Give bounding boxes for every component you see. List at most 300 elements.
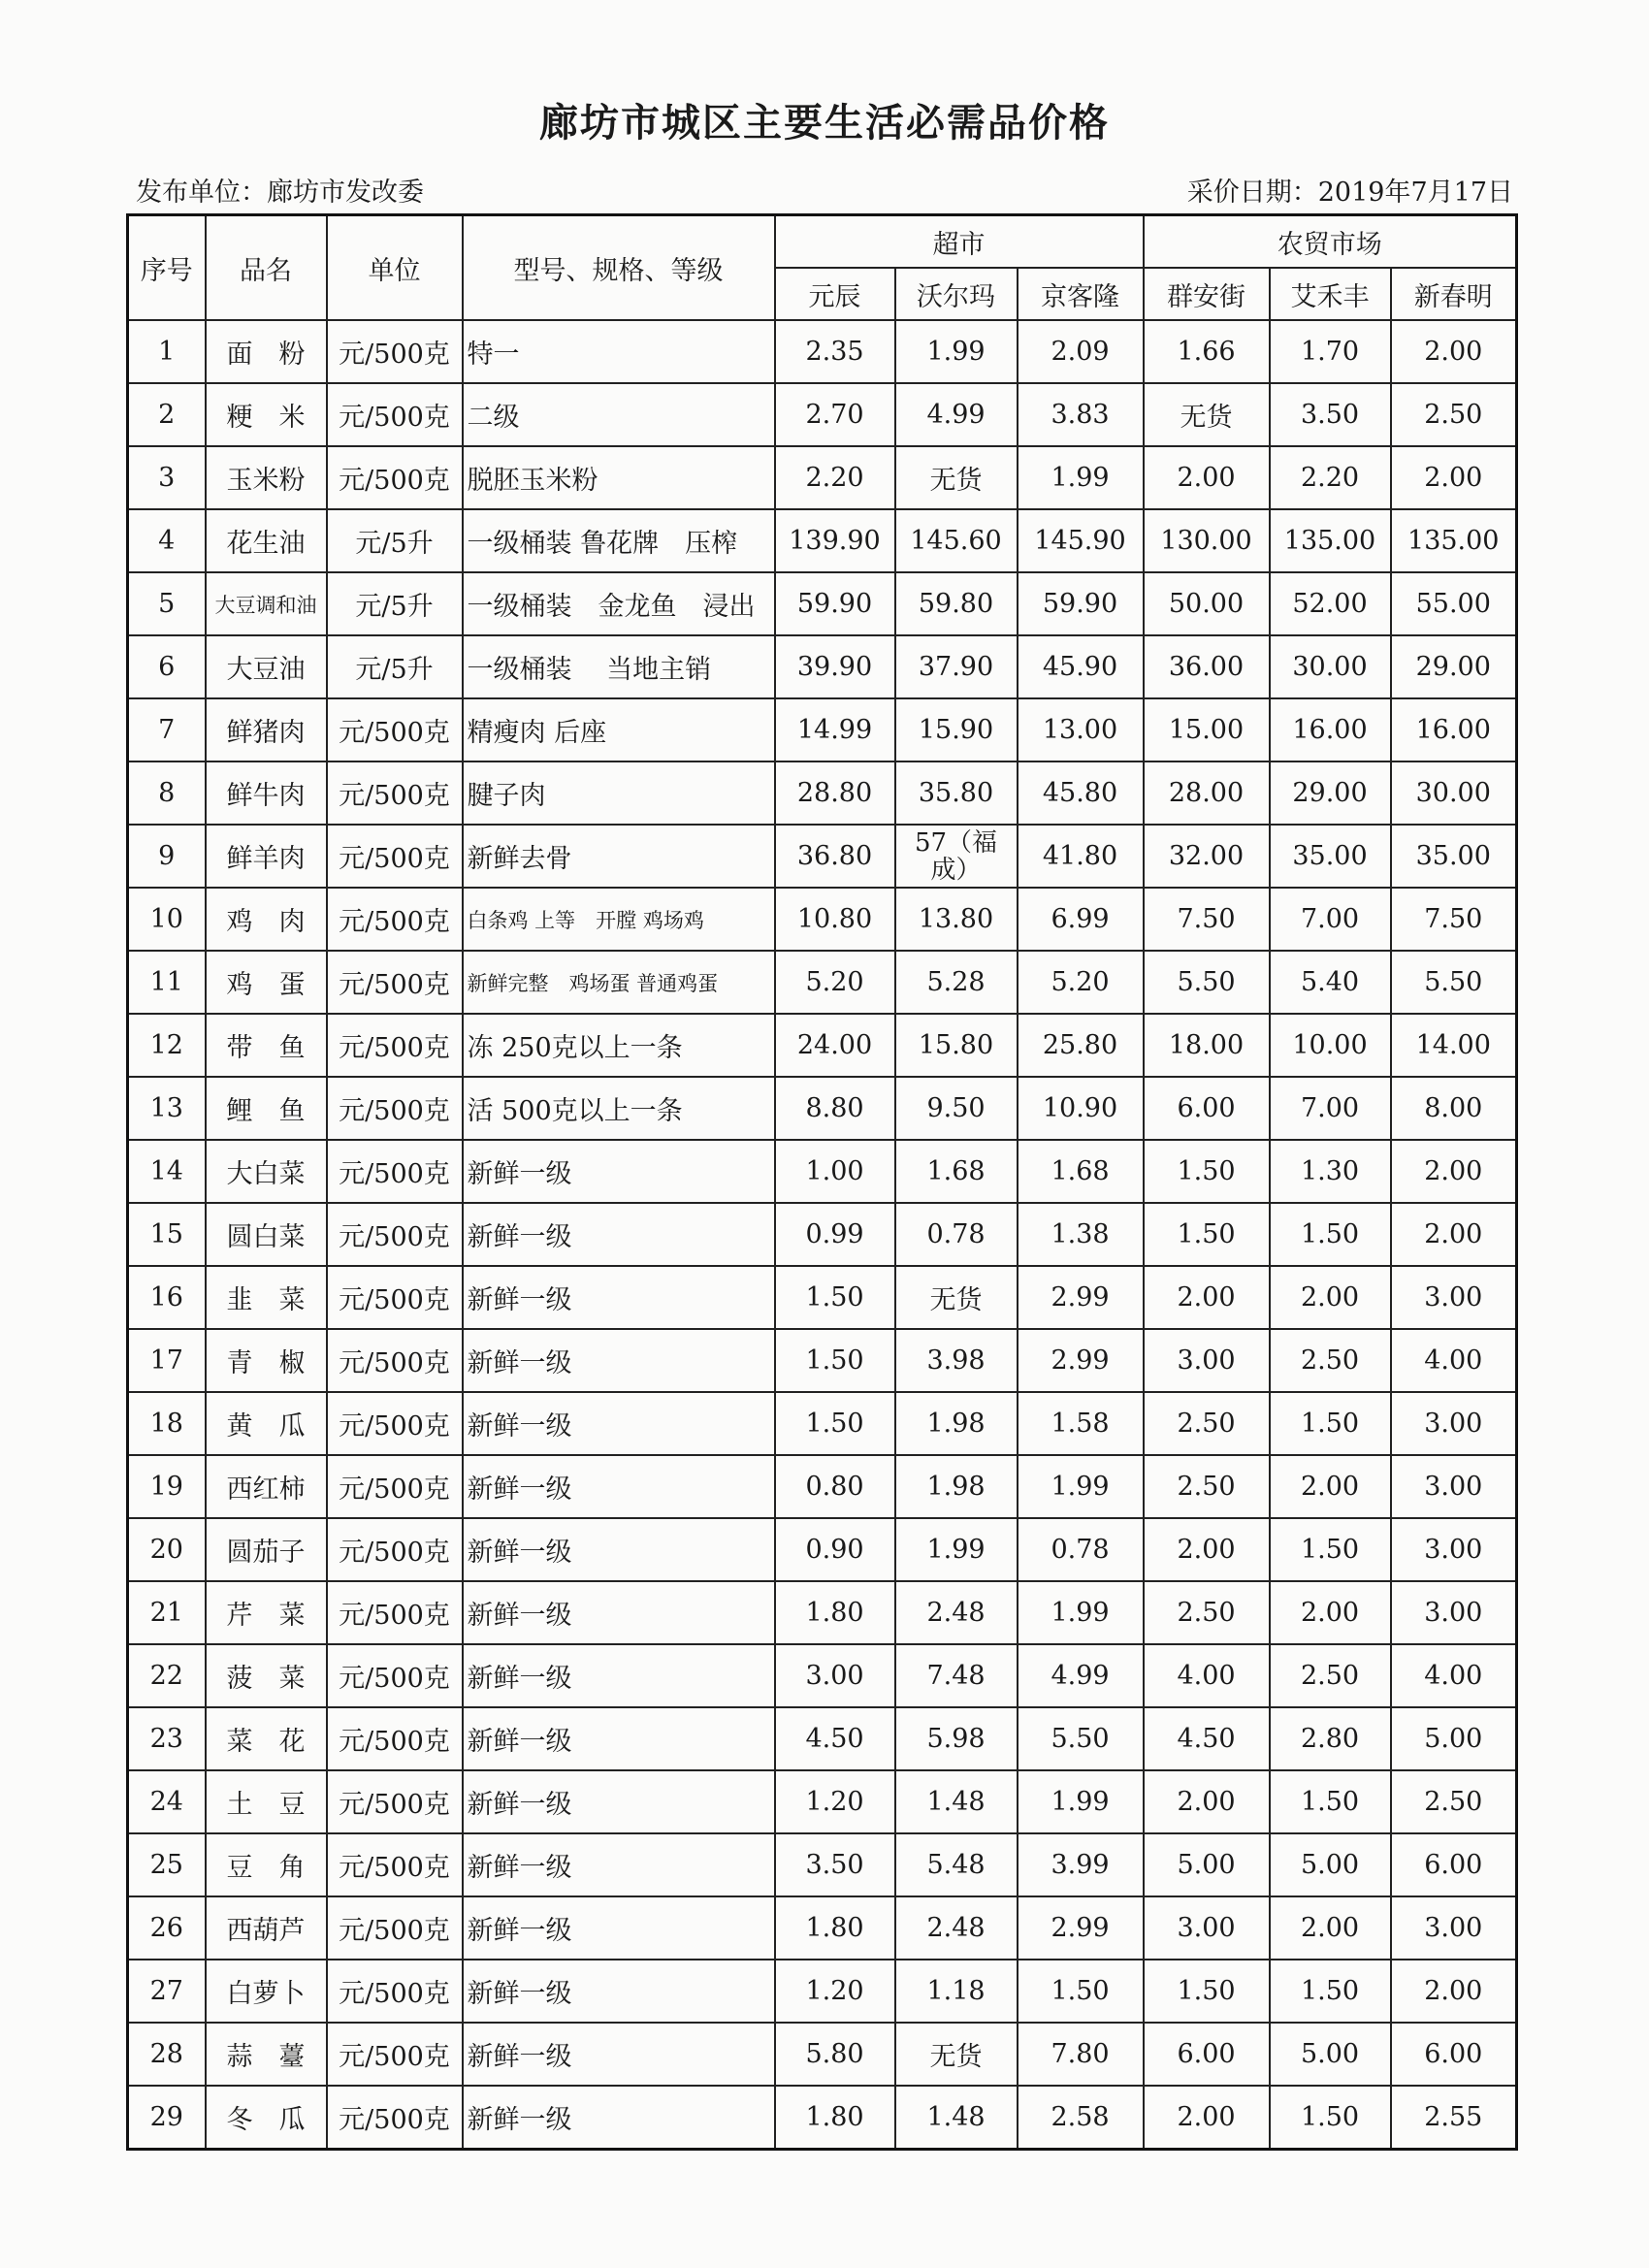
item-unit: 元/500克 <box>327 2086 463 2150</box>
price-cell: 2.50 <box>1144 1581 1270 1644</box>
price-cell: 9.50 <box>895 1077 1018 1140</box>
price-cell: 30.00 <box>1391 761 1517 825</box>
price-cell: 0.90 <box>775 1518 895 1581</box>
price-cell: 1.68 <box>1018 1140 1144 1203</box>
row-number: 17 <box>128 1329 206 1392</box>
price-cell: 2.50 <box>1144 1455 1270 1518</box>
price-cell: 5.00 <box>1270 1833 1391 1896</box>
item-spec: 一级桶装 金龙鱼 浸出 <box>463 572 775 635</box>
price-cell: 5.98 <box>895 1707 1018 1770</box>
item-spec: 新鲜一级 <box>463 1960 775 2023</box>
price-cell: 1.50 <box>1270 1770 1391 1833</box>
price-cell: 3.00 <box>1391 1392 1517 1455</box>
price-cell: 2.80 <box>1270 1707 1391 1770</box>
item-name: 鲜牛肉 <box>206 761 327 825</box>
item-name: 冬 瓜 <box>206 2086 327 2150</box>
price-table <box>126 213 1518 2151</box>
item-spec: 活 500克以上一条 <box>463 1077 775 1140</box>
price-cell: 1.50 <box>775 1266 895 1329</box>
price-cell: 28.00 <box>1144 761 1270 825</box>
table-row <box>128 1518 1517 1581</box>
price-cell: 5.50 <box>1144 951 1270 1014</box>
price-cell: 8.80 <box>775 1077 895 1140</box>
price-cell: 7.50 <box>1391 888 1517 951</box>
row-number: 19 <box>128 1455 206 1518</box>
price-cell: 5.00 <box>1144 1833 1270 1896</box>
price-cell: 1.99 <box>1018 1770 1144 1833</box>
item-spec: 新鲜一级 <box>463 1833 775 1896</box>
row-number: 11 <box>128 951 206 1014</box>
item-name: 玉米粉 <box>206 446 327 509</box>
price-cell: 2.50 <box>1391 383 1517 446</box>
header-store-yuanchen: 元辰 <box>775 268 895 320</box>
publisher-label: 发布单位：廊坊市发改委 <box>136 178 424 208</box>
price-table-body <box>128 320 1517 2150</box>
price-cell: 3.00 <box>1391 1266 1517 1329</box>
price-cell: 25.80 <box>1018 1014 1144 1077</box>
row-number: 29 <box>128 2086 206 2150</box>
price-cell: 4.00 <box>1391 1329 1517 1392</box>
item-spec: 二级 <box>463 383 775 446</box>
price-cell: 59.90 <box>775 572 895 635</box>
item-spec: 新鲜一级 <box>463 2023 775 2086</box>
price-cell: 3.98 <box>895 1329 1018 1392</box>
item-name: 韭 菜 <box>206 1266 327 1329</box>
header-market: 农贸市场 <box>1144 215 1517 269</box>
item-spec: 特一 <box>463 320 775 383</box>
row-number: 4 <box>128 509 206 572</box>
price-cell: 13.80 <box>895 888 1018 951</box>
price-cell: 2.09 <box>1018 320 1144 383</box>
row-number: 8 <box>128 761 206 825</box>
table-row <box>128 1644 1517 1707</box>
row-number: 18 <box>128 1392 206 1455</box>
price-cell: 6.00 <box>1391 1833 1517 1896</box>
row-number: 20 <box>128 1518 206 1581</box>
table-row <box>128 1140 1517 1203</box>
item-name: 鲜猪肉 <box>206 698 327 761</box>
item-name: 带 鱼 <box>206 1014 327 1077</box>
header-store-qunanjie: 群安街 <box>1144 268 1270 320</box>
item-name: 鲜羊肉 <box>206 825 327 888</box>
table-row <box>128 1392 1517 1455</box>
price-cell: 45.80 <box>1018 761 1144 825</box>
price-cell: 1.18 <box>895 1960 1018 2023</box>
price-cell: 135.00 <box>1391 509 1517 572</box>
header-store-jingkelong: 京客隆 <box>1018 268 1144 320</box>
price-cell: 15.80 <box>895 1014 1018 1077</box>
price-cell: 36.80 <box>775 825 895 888</box>
price-cell: 0.78 <box>895 1203 1018 1266</box>
price-cell: 1.20 <box>775 1770 895 1833</box>
price-cell: 10.00 <box>1270 1014 1391 1077</box>
item-unit: 元/500克 <box>327 825 463 888</box>
price-cell: 2.50 <box>1144 1392 1270 1455</box>
item-name: 黄 瓜 <box>206 1392 327 1455</box>
table-row <box>128 1770 1517 1833</box>
price-cell: 5.80 <box>775 2023 895 2086</box>
table-row <box>128 1960 1517 2023</box>
price-cell: 5.20 <box>1018 951 1144 1014</box>
item-name: 土 豆 <box>206 1770 327 1833</box>
item-unit: 元/500克 <box>327 1140 463 1203</box>
header-name: 品名 <box>206 215 327 321</box>
price-cell: 1.48 <box>895 2086 1018 2150</box>
price-cell: 2.50 <box>1391 1770 1517 1833</box>
item-spec: 新鲜一级 <box>463 2086 775 2150</box>
price-cell: 1.50 <box>1144 1140 1270 1203</box>
item-spec: 新鲜一级 <box>463 1140 775 1203</box>
item-unit: 元/500克 <box>327 698 463 761</box>
row-number: 10 <box>128 888 206 951</box>
price-cell: 1.48 <box>895 1770 1018 1833</box>
price-cell: 5.50 <box>1391 951 1517 1014</box>
price-cell: 1.99 <box>895 1518 1018 1581</box>
price-cell: 10.80 <box>775 888 895 951</box>
item-name: 菜 花 <box>206 1707 327 1770</box>
price-cell: 145.60 <box>895 509 1018 572</box>
item-spec: 新鲜一级 <box>463 1455 775 1518</box>
page-title: 廊坊市城区主要生活必需品价格 <box>539 101 1110 146</box>
price-cell: 59.80 <box>895 572 1018 635</box>
table-row <box>128 1455 1517 1518</box>
price-cell: 2.99 <box>1018 1329 1144 1392</box>
table-row <box>128 1833 1517 1896</box>
price-cell: 3.00 <box>1144 1329 1270 1392</box>
price-cell: 1.20 <box>775 1960 895 2023</box>
price-cell: 59.90 <box>1018 572 1144 635</box>
price-cell: 5.40 <box>1270 951 1391 1014</box>
price-cell: 1.99 <box>1018 446 1144 509</box>
price-cell: 7.48 <box>895 1644 1018 1707</box>
header-supermarket: 超市 <box>775 215 1144 269</box>
row-number: 26 <box>128 1896 206 1960</box>
item-name: 鸡 蛋 <box>206 951 327 1014</box>
price-cell: 无货 <box>1144 383 1270 446</box>
item-name: 圆茄子 <box>206 1518 327 1581</box>
price-cell: 15.00 <box>1144 698 1270 761</box>
price-cell: 1.80 <box>775 1896 895 1960</box>
price-cell: 1.50 <box>1270 1203 1391 1266</box>
price-cell: 36.00 <box>1144 635 1270 698</box>
price-cell: 0.99 <box>775 1203 895 1266</box>
price-cell: 无货 <box>895 2023 1018 2086</box>
price-cell: 2.00 <box>1144 2086 1270 2150</box>
item-unit: 元/5升 <box>327 509 463 572</box>
table-row <box>128 761 1517 825</box>
item-name: 大白菜 <box>206 1140 327 1203</box>
price-cell: 2.20 <box>775 446 895 509</box>
price-cell: 52.00 <box>1270 572 1391 635</box>
item-unit: 元/500克 <box>327 1077 463 1140</box>
row-number: 14 <box>128 1140 206 1203</box>
item-unit: 元/500克 <box>327 1960 463 2023</box>
header-no: 序号 <box>128 215 206 321</box>
price-cell: 1.66 <box>1144 320 1270 383</box>
price-cell: 50.00 <box>1144 572 1270 635</box>
price-cell: 5.28 <box>895 951 1018 1014</box>
item-unit: 元/500克 <box>327 320 463 383</box>
row-number: 7 <box>128 698 206 761</box>
row-number: 28 <box>128 2023 206 2086</box>
row-number: 23 <box>128 1707 206 1770</box>
table-row <box>128 1581 1517 1644</box>
price-cell: 4.99 <box>1018 1644 1144 1707</box>
price-cell: 7.80 <box>1018 2023 1144 2086</box>
price-cell: 55.00 <box>1391 572 1517 635</box>
price-cell: 30.00 <box>1270 635 1391 698</box>
price-cell: 6.00 <box>1144 1077 1270 1140</box>
price-cell: 3.83 <box>1018 383 1144 446</box>
price-cell: 2.48 <box>895 1581 1018 1644</box>
table-row <box>128 698 1517 761</box>
price-cell: 1.50 <box>775 1329 895 1392</box>
item-spec: 白条鸡 上等 开膛 鸡场鸡 <box>463 888 775 951</box>
item-name: 大豆油 <box>206 635 327 698</box>
table-row <box>128 320 1517 383</box>
row-number: 25 <box>128 1833 206 1896</box>
item-spec: 精瘦肉 后座 <box>463 698 775 761</box>
price-cell: 57（福成） <box>895 825 1018 888</box>
item-unit: 元/500克 <box>327 1266 463 1329</box>
table-row <box>128 1896 1517 1960</box>
price-cell: 1.70 <box>1270 320 1391 383</box>
price-cell: 2.48 <box>895 1896 1018 1960</box>
price-cell: 5.00 <box>1391 1707 1517 1770</box>
header-spec: 型号、规格、等级 <box>463 215 775 321</box>
item-unit: 元/500克 <box>327 1518 463 1581</box>
price-cell: 2.00 <box>1391 446 1517 509</box>
price-cell: 16.00 <box>1391 698 1517 761</box>
item-name: 圆白菜 <box>206 1203 327 1266</box>
price-cell: 28.80 <box>775 761 895 825</box>
item-name: 大豆调和油 <box>206 572 327 635</box>
price-cell: 7.50 <box>1144 888 1270 951</box>
price-cell: 14.00 <box>1391 1014 1517 1077</box>
row-number: 24 <box>128 1770 206 1833</box>
price-cell: 29.00 <box>1270 761 1391 825</box>
price-cell: 45.90 <box>1018 635 1144 698</box>
item-spec: 一级桶装 鲁花牌 压榨 <box>463 509 775 572</box>
price-cell: 2.00 <box>1144 1266 1270 1329</box>
table-row <box>128 1203 1517 1266</box>
price-cell: 24.00 <box>775 1014 895 1077</box>
item-spec: 新鲜一级 <box>463 1518 775 1581</box>
table-row <box>128 383 1517 446</box>
item-unit: 元/500克 <box>327 1392 463 1455</box>
price-cell: 35.80 <box>895 761 1018 825</box>
price-cell: 7.00 <box>1270 1077 1391 1140</box>
price-cell: 135.00 <box>1270 509 1391 572</box>
table-row <box>128 2023 1517 2086</box>
price-cell: 39.90 <box>775 635 895 698</box>
price-cell: 1.50 <box>775 1392 895 1455</box>
item-spec: 新鲜一级 <box>463 1896 775 1960</box>
price-cell: 3.00 <box>1391 1455 1517 1518</box>
price-cell: 35.00 <box>1270 825 1391 888</box>
price-cell: 1.50 <box>1144 1203 1270 1266</box>
item-unit: 元/500克 <box>327 1833 463 1896</box>
table-row <box>128 825 1517 888</box>
item-spec: 新鲜一级 <box>463 1770 775 1833</box>
price-cell: 6.00 <box>1391 2023 1517 2086</box>
price-cell: 2.50 <box>1270 1644 1391 1707</box>
item-spec: 新鲜一级 <box>463 1581 775 1644</box>
price-cell: 0.80 <box>775 1455 895 1518</box>
table-row <box>128 1329 1517 1392</box>
item-spec: 脱胚玉米粉 <box>463 446 775 509</box>
row-number: 1 <box>128 320 206 383</box>
table-row <box>128 951 1517 1014</box>
item-name: 粳 米 <box>206 383 327 446</box>
item-unit: 元/500克 <box>327 1770 463 1833</box>
price-cell: 16.00 <box>1270 698 1391 761</box>
price-cell: 37.90 <box>895 635 1018 698</box>
table-row <box>128 888 1517 951</box>
price-cell: 2.00 <box>1144 1770 1270 1833</box>
item-name: 青 椒 <box>206 1329 327 1392</box>
price-date-label: 采价日期：2019年7月17日 <box>1186 178 1513 208</box>
table-row <box>128 1014 1517 1077</box>
price-cell: 3.50 <box>775 1833 895 1896</box>
item-spec: 新鲜一级 <box>463 1266 775 1329</box>
row-number: 12 <box>128 1014 206 1077</box>
item-spec: 新鲜一级 <box>463 1329 775 1392</box>
item-spec: 新鲜一级 <box>463 1203 775 1266</box>
price-cell: 7.00 <box>1270 888 1391 951</box>
price-cell: 2.00 <box>1391 1203 1517 1266</box>
price-cell: 1.38 <box>1018 1203 1144 1266</box>
table-row <box>128 635 1517 698</box>
row-number: 3 <box>128 446 206 509</box>
price-cell: 2.00 <box>1391 1960 1517 2023</box>
item-unit: 元/500克 <box>327 1329 463 1392</box>
price-cell: 2.00 <box>1270 1455 1391 1518</box>
row-number: 16 <box>128 1266 206 1329</box>
item-name: 西葫芦 <box>206 1896 327 1960</box>
price-cell: 130.00 <box>1144 509 1270 572</box>
item-unit: 元/5升 <box>327 635 463 698</box>
price-cell: 1.80 <box>775 2086 895 2150</box>
table-row <box>128 1266 1517 1329</box>
table-row <box>128 572 1517 635</box>
price-cell: 15.90 <box>895 698 1018 761</box>
header-unit: 单位 <box>327 215 463 321</box>
item-spec: 一级桶装 当地主销 <box>463 635 775 698</box>
table-row <box>128 446 1517 509</box>
price-cell: 2.70 <box>775 383 895 446</box>
item-spec: 新鲜一级 <box>463 1707 775 1770</box>
price-cell: 3.00 <box>1144 1896 1270 1960</box>
item-name: 白萝卜 <box>206 1960 327 2023</box>
item-unit: 元/500克 <box>327 951 463 1014</box>
price-cell: 14.99 <box>775 698 895 761</box>
item-spec: 冻 250克以上一条 <box>463 1014 775 1077</box>
price-cell: 1.50 <box>1270 1960 1391 2023</box>
price-cell: 139.90 <box>775 509 895 572</box>
price-cell: 3.00 <box>775 1644 895 1707</box>
row-number: 22 <box>128 1644 206 1707</box>
price-cell: 1.98 <box>895 1392 1018 1455</box>
item-unit: 元/5升 <box>327 572 463 635</box>
price-cell: 1.99 <box>1018 1455 1144 1518</box>
row-number: 2 <box>128 383 206 446</box>
item-unit: 元/500克 <box>327 1896 463 1960</box>
price-cell: 1.00 <box>775 1140 895 1203</box>
row-number: 13 <box>128 1077 206 1140</box>
header-store-aihefeng: 艾禾丰 <box>1270 268 1391 320</box>
table-row <box>128 2086 1517 2150</box>
price-cell: 6.00 <box>1144 2023 1270 2086</box>
price-cell: 1.99 <box>895 320 1018 383</box>
price-cell: 1.50 <box>1018 1960 1144 2023</box>
price-cell: 1.80 <box>775 1581 895 1644</box>
item-name: 面 粉 <box>206 320 327 383</box>
item-name: 鸡 肉 <box>206 888 327 951</box>
price-cell: 3.00 <box>1391 1518 1517 1581</box>
row-number: 5 <box>128 572 206 635</box>
item-name: 菠 菜 <box>206 1644 327 1707</box>
price-cell: 2.50 <box>1270 1329 1391 1392</box>
price-cell: 4.99 <box>895 383 1018 446</box>
header-store-xinchunming: 新春明 <box>1391 268 1517 320</box>
item-unit: 元/500克 <box>327 1581 463 1644</box>
item-unit: 元/500克 <box>327 1203 463 1266</box>
price-cell: 3.00 <box>1391 1896 1517 1960</box>
price-cell: 145.90 <box>1018 509 1144 572</box>
price-cell: 2.35 <box>775 320 895 383</box>
table-row <box>128 509 1517 572</box>
item-unit: 元/500克 <box>327 888 463 951</box>
price-cell: 2.00 <box>1391 320 1517 383</box>
price-cell: 2.00 <box>1144 1518 1270 1581</box>
item-unit: 元/500克 <box>327 1455 463 1518</box>
price-cell: 5.00 <box>1270 2023 1391 2086</box>
price-cell: 无货 <box>895 446 1018 509</box>
price-cell: 2.58 <box>1018 2086 1144 2150</box>
table-row <box>128 1077 1517 1140</box>
row-number: 6 <box>128 635 206 698</box>
header-store-walmart: 沃尔玛 <box>895 268 1018 320</box>
item-unit: 元/500克 <box>327 761 463 825</box>
price-cell: 10.90 <box>1018 1077 1144 1140</box>
item-name: 花生油 <box>206 509 327 572</box>
item-unit: 元/500克 <box>327 446 463 509</box>
price-cell: 2.00 <box>1144 446 1270 509</box>
item-name: 西红柿 <box>206 1455 327 1518</box>
price-cell: 1.50 <box>1144 1960 1270 2023</box>
item-name: 芹 菜 <box>206 1581 327 1644</box>
price-cell: 无货 <box>895 1266 1018 1329</box>
price-cell: 4.50 <box>1144 1707 1270 1770</box>
item-spec: 新鲜一级 <box>463 1392 775 1455</box>
price-cell: 5.48 <box>895 1833 1018 1896</box>
price-cell: 5.50 <box>1018 1707 1144 1770</box>
price-cell: 0.78 <box>1018 1518 1144 1581</box>
price-cell: 2.00 <box>1270 1896 1391 1960</box>
item-unit: 元/500克 <box>327 1014 463 1077</box>
price-cell: 2.20 <box>1270 446 1391 509</box>
price-cell: 4.00 <box>1144 1644 1270 1707</box>
price-cell: 2.55 <box>1391 2086 1517 2150</box>
item-unit: 元/500克 <box>327 2023 463 2086</box>
row-number: 27 <box>128 1960 206 2023</box>
row-number: 21 <box>128 1581 206 1644</box>
price-cell: 35.00 <box>1391 825 1517 888</box>
item-unit: 元/500克 <box>327 1644 463 1707</box>
price-cell: 5.20 <box>775 951 895 1014</box>
price-cell: 4.50 <box>775 1707 895 1770</box>
